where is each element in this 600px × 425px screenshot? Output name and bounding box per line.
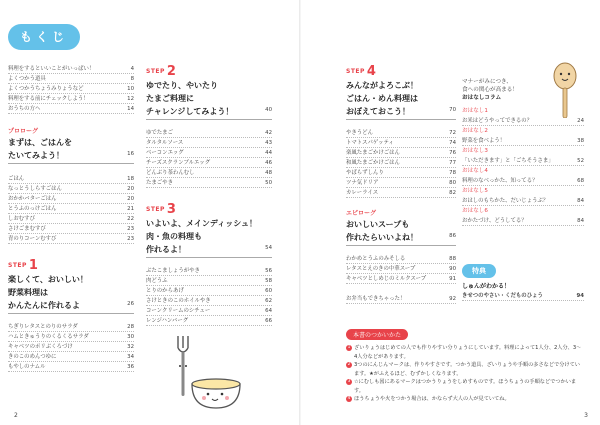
toc-row[interactable]: おかたづけ、どうしてる？ 84 bbox=[462, 218, 584, 224]
toc-row[interactable]: 料理のなべっかた、知ってる？ 68 bbox=[462, 178, 584, 184]
toc-row[interactable]: ぶたこましょうがやき 56 bbox=[146, 268, 272, 274]
howto-item: 2 3つのにんじんマークは、作りやすさです。つかう道具、ざいりょうや手順の多さなどで分けています。★がふえるほど、むずかしくなります。 bbox=[347, 362, 580, 377]
prologue-label: プロローグ bbox=[8, 128, 39, 135]
left-column-a bbox=[8, 64, 134, 372]
toc-row[interactable]: 料理をする前にチェックしよう！ 12 bbox=[8, 96, 134, 102]
toc-row[interactable]: おはしのもちかた、だいじょうぶ？ 84 bbox=[462, 198, 584, 204]
column-list: おはなし1 お米はどうやってできるの？ 24 おはなし2 野菜を食べよう！ 38 おはなし3 「いただきます」と「ごちそうさま」 52 おはなし4 料理のなべっかた、知ってる？ 68 おはなし5 おはしのもちかた、だいじょうぶ？ 84 おはなし6 おかたづけ、どうしてる？ 84 bbox=[462, 108, 584, 224]
toc-row[interactable]: やばらずしんり 78 bbox=[346, 170, 456, 176]
right-column-b: マナーがみにつき、 食への関心が高まる！ おはなしコラム おはなし1 お米はどうやってできるの？ 24 おはなし2 野菜を食べよう！ 38 おはなし3 「いただきます」と「ごちそうさま」 52 おはなし4 料理のなべっかた、知ってる？ 68 おはなし5 おはしのもちかた、だいじょうぶ？ 84 おはなし6 おかたづけ、どうしてる？ 84 bbox=[462, 78, 584, 226]
step3-label: STEP 3 bbox=[146, 202, 177, 217]
toc-row[interactable]: やきうどん 72 bbox=[346, 130, 456, 136]
bowl-icon bbox=[192, 379, 240, 408]
toc-row[interactable]: きせつのやさい・くだものひょう 94 bbox=[462, 293, 584, 299]
prologue-title[interactable]: まずは、ごはんを bbox=[8, 138, 72, 147]
toc-row[interactable]: おうちの方へ 14 bbox=[8, 106, 134, 112]
toc-row[interactable]: 肉どうふ 58 bbox=[146, 278, 272, 284]
epilogue-section: エピローグ おいしいスープも 作れたらいいよね！ 86 わかめとうふのみそしる 88 レタスとえのきの中華スープ 90 キャベツとしめじのミルクスープ 91 お弁当もできちゃった！ 92 bbox=[346, 210, 456, 302]
toc-row[interactable]: タルタルソース 43 bbox=[146, 140, 272, 146]
step4-section: STEP 4 みんながよろこぶ！ ごはん・めん料理は おぼえておこう！ 70 やきうどん 72 トマトスパゲッティ 74 楽風たまごかけごはん 76 和風たまごかけごはん 77 やばらずしんり 78 ツナ気ドリア 80 カレーライス 82 bbox=[346, 64, 456, 196]
column-title: おはなしコラム bbox=[462, 95, 502, 101]
step3-section: STEP 3 いよいよ、メインディッシュ！ 肉・魚の料理も 作れるよ！ 54 ぶたこましょうがやき 56 肉どうふ 58 とりのからあげ 60 さけときのこのホイルやき 62 コーンクリームのシチュー 64 レンジハンバーグ 66 bbox=[146, 202, 272, 324]
toc-row[interactable]: よくつかう道具 8 bbox=[8, 76, 134, 82]
step4-label: STEP 4 bbox=[346, 64, 377, 79]
step3-title[interactable]: いよいよ、メインディッシュ！ bbox=[146, 219, 258, 228]
toc-row[interactable]: ちぎりレタスとのりのサラダ 28 bbox=[8, 324, 134, 330]
intro-list bbox=[8, 64, 134, 114]
fork-icon bbox=[178, 336, 188, 396]
howto-item: 1 ざいりょうはじめての人でも作りやすい分りょうにしています。料理によって1人分、2人分、3〜4人分などがあります。 bbox=[347, 345, 582, 360]
toc-row[interactable]: とうふのっけごはん 21 bbox=[8, 206, 134, 212]
toc-row[interactable]: キャベツのポリぶくろづけ 32 bbox=[8, 344, 134, 350]
column-intro: マナーがみにつき、 bbox=[462, 79, 513, 85]
toc-row[interactable]: ベーコンエッグ 44 bbox=[146, 150, 272, 156]
toc-row[interactable]: コーンクリームのシチュー 64 bbox=[146, 308, 272, 314]
toc-row[interactable]: カレーライス 82 bbox=[346, 190, 456, 196]
toc-row[interactable]: ゆでたまご 42 bbox=[146, 130, 272, 136]
howto-title: 本書のつかいかた bbox=[346, 329, 408, 340]
howto-box bbox=[346, 322, 582, 418]
toc-row[interactable]: 料理をするといいことがいっぱい！ 4 bbox=[8, 66, 134, 72]
toc-row[interactable]: 野菜を食べよう！ 38 bbox=[462, 138, 584, 144]
toc-row[interactable]: お米はどうやってできるの？ 24 bbox=[462, 118, 584, 124]
toc-row[interactable]: おかかバターごはん 20 bbox=[8, 196, 134, 202]
toc-row[interactable]: ツナ気ドリア 80 bbox=[346, 180, 456, 186]
toc-row[interactable]: どんぶり茶わんむし 48 bbox=[146, 170, 272, 176]
toc-row[interactable]: チーズスクランブルエッグ 46 bbox=[146, 160, 272, 166]
howto-item: 4 ほうちょうや火をつかう場合は、かならず大人の人が見ていてね。 bbox=[347, 396, 510, 402]
toc-row[interactable]: わかめとうふのみそしる 88 bbox=[346, 256, 456, 262]
prologue-section: プロローグ まずは、ごはんを たいてみよう！ 16 ごはん 18 なっとうしらすごはん 20 おかかバターごはん 20 とうふのっけごはん 21 しおむすび 22 さけごまむすび 23 青のりコーンむすび 23 bbox=[8, 128, 134, 242]
spoon-mascot-icon bbox=[550, 62, 580, 118]
left-page-number: 2 bbox=[14, 412, 18, 419]
toc-row[interactable]: ハムときゅうりのくるくるサラダ 30 bbox=[8, 334, 134, 340]
toc-row[interactable]: しおむすび 22 bbox=[8, 216, 134, 222]
toc-row[interactable]: レタスとえのきの中華スープ 90 bbox=[346, 266, 456, 272]
book-spine bbox=[299, 0, 301, 425]
howto-item: 3 ☆にむしも図にあるマークはつかうりょうをしめすものです。ほうちょうの手順などでつかいます。 bbox=[347, 379, 577, 394]
toc-row[interactable]: 「いただきます」と「ごちそうさま」 52 bbox=[462, 158, 584, 164]
toc-row[interactable]: キャベツとしめじのミルクスープ 91 bbox=[346, 276, 456, 282]
epilogue-title[interactable]: おいしいスープも bbox=[346, 220, 410, 229]
step1-section: STEP 1 楽しくて、おいしい！ 野菜料理は かんたんに作れるよ 26 ちぎりレタスとのりのサラダ 28 ハムときゅうりのくるくるサラダ 30 キャベツのポリぶくろづけ 32 きのこのめんつゆに 34 もやしのナムル 36 bbox=[8, 258, 134, 370]
toc-row[interactable]: さけごまむすび 23 bbox=[8, 226, 134, 232]
step2-label: STEP 2 bbox=[146, 64, 177, 79]
page-title: もくじ bbox=[8, 24, 80, 50]
step2-title[interactable]: ゆでたり、やいたり bbox=[146, 81, 218, 90]
toc-row[interactable]: お弁当もできちゃった！ 92 bbox=[346, 296, 456, 302]
right-page-number: 3 bbox=[584, 412, 588, 419]
toc-row[interactable]: なっとうしらすごはん 20 bbox=[8, 186, 134, 192]
toc-row[interactable]: もやしのナムル 36 bbox=[8, 364, 134, 370]
right-column-a bbox=[346, 64, 456, 304]
toc-row[interactable]: たまごやき 50 bbox=[146, 180, 272, 186]
toc-row[interactable]: ごはん 18 bbox=[8, 176, 134, 182]
step2-section: STEP 2 ゆでたり、やいたり たまご料理に チャレンジしてみよう！ 40 ゆでたまご 42 タルタルソース 43 ベーコンエッグ 44 チーズスクランブルエッグ 46 どんぶり茶わんむし 48 たまごやき 50 bbox=[146, 64, 272, 186]
step4-title[interactable]: みんながよろこぶ！ bbox=[346, 81, 418, 90]
epilogue-label: エピローグ bbox=[346, 210, 377, 217]
toc-row[interactable]: 青のりコーンむすび 23 bbox=[8, 236, 134, 242]
step1-label: STEP 1 bbox=[8, 258, 39, 273]
step1-title[interactable]: 楽しくて、おいしい！ bbox=[8, 275, 88, 284]
bonus-section[interactable]: しゅんがわかる！ きせつのやさい・くだものひょう 94 bbox=[462, 283, 584, 299]
left-column-b bbox=[146, 64, 272, 326]
toc-row[interactable]: 楽風たまごかけごはん 76 bbox=[346, 150, 456, 156]
toc-row[interactable]: とりのからあげ 60 bbox=[146, 288, 272, 294]
toc-row[interactable]: レンジハンバーグ 66 bbox=[146, 318, 272, 324]
fork-bowl-illustration bbox=[156, 332, 246, 412]
toc-row[interactable]: 和風たまごかけごはん 77 bbox=[346, 160, 456, 166]
toc-row[interactable]: よくつかうちょうみりょうなど 10 bbox=[8, 86, 134, 92]
bonus-badge: 特典 bbox=[462, 264, 496, 278]
toc-row[interactable]: きのこのめんつゆに 34 bbox=[8, 354, 134, 360]
toc-row[interactable]: さけときのこのホイルやき 62 bbox=[146, 298, 272, 304]
toc-row[interactable]: トマトスパゲッティ 74 bbox=[346, 140, 456, 146]
